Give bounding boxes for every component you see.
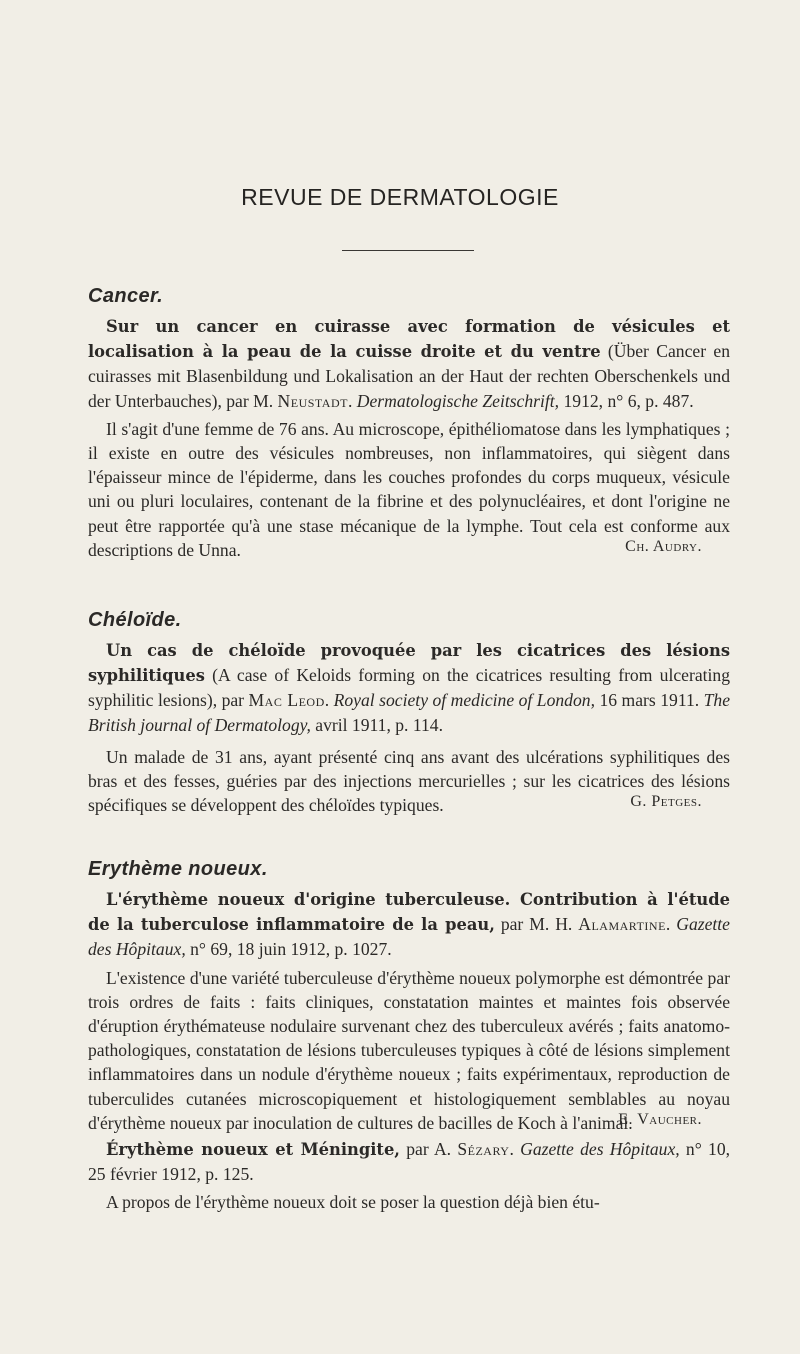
article-reference: L'érythème noueux d'origine tuberculeuse. Contribution à l'étude de la tuberculose inflammatoire de la peau, par M. H. Alamartine. Gazette des Hôpitaux, n° 69, 18 juin 1912, p. 1027.	[88, 890, 730, 960]
section-cheloide	[88, 606, 731, 816]
section-cancer	[88, 282, 730, 560]
journal-name: Gazette des Hôpitaux,	[88, 914, 730, 960]
article-title: Érythème noueux et Méningite,	[106, 1139, 400, 1159]
article-title: L'érythème noueux d'origine tuberculeuse. Contribution à l'étude de la tuberculose inflammatoire de la peau,	[88, 890, 730, 935]
author-name: Mac Leod	[248, 690, 325, 711]
journal-name: Royal society of medicine of London,	[333, 690, 595, 711]
section-heading: Cancer.	[88, 285, 164, 307]
reference-tail: 1912, n° 6, p. 487.	[559, 390, 694, 411]
journal-name: Dermatologische Zeitschrift,	[356, 390, 560, 411]
reference-text: par A.	[399, 1138, 458, 1159]
reference-text: (Über Cancer en cuirasses mit Blasenbildung und Lokalisation an der Haut der rechten Oberschenkels und der Unterbauches), par M.	[88, 341, 730, 411]
reference-mid: 16 mars 1911.	[594, 690, 704, 711]
reference-tail: avril 1911, p. 114.	[310, 714, 443, 735]
author-name: Neustadt	[277, 390, 348, 411]
article-body: L'existence d'une variété tuberculeuse d'érythème noueux polymorphe est démontrée par trois ordres de faits : faits cliniques, constatation maintes et maintes fois observée d'éruption érythémateuse nodulaire survenant chez des tuberculeux avérés ; faits anatomo-pathologiques, constatation de lésions tuberculeuses typiques à côté de lésions simplement inflammatoires dans un nodule d'érythème noueux ; faits expérimentaux, reproduction de tuberculides cutanées microscopiquement et histologiquement semblables au noyau d'érythème noueux par inoculation de cultures de bacilles de Koch à l'animal.	[88, 967, 730, 1133]
section-heading: Erythème noueux.	[88, 858, 268, 880]
article-reference: Sur un cancer en cuirasse avec formation de vésicules et localisation à la peau de la cuisse droite et du ventre (Über Cancer en cuirasses mit Blasenbildung und Lokalisation an der Haut der rechten Oberschenkels und der Unterbauches), par M. Neustadt. Dermatologische Zeitschrift, 1912, n° 6, p. 487.	[88, 317, 730, 411]
article-reference: Érythème noueux et Méningite, par A. Sézary. Gazette des Hôpitaux, n° 10, 25 février 1912, p. 125.	[88, 1138, 731, 1185]
article-title: Sur un cancer en cuirasse avec formation de vésicules et localisation à la peau de la cuisse droite et du ventre	[88, 317, 730, 362]
signature-text: G. Petges.	[630, 793, 702, 811]
page-title: REVUE DE DERMATOLOGIE	[241, 184, 559, 210]
article-body: Un malade de 31 ans, ayant présenté cinq ans avant des ulcérations syphilitiques des bras et des fesses, guéries par des injections mercurielles ; sur les cicatrices des lésions spécifiques se développent des chéloïdes typiques.	[88, 746, 730, 816]
article-reference: Un cas de chéloïde provoquée par les cicatrices des lésions syphilitiques (A case of Keloids forming on the cicatrices resulting from ulcerating syphilitic lesions), par Mac Leod. Royal society of medicine of London, 16 mars 1911. The British journal of Dermatology, avril 1911, p. 114.	[88, 641, 731, 735]
reference-text: (A case of Keloids forming on the cicatrices resulting from ulcerating syphilitic lesions), par	[88, 665, 730, 711]
reference-tail: n° 10, 25 février 1912, p. 125.	[88, 1138, 731, 1185]
journal-name: Gazette des Hôpitaux,	[520, 1138, 680, 1159]
reference-text: par M. H.	[494, 914, 579, 935]
section-erytheme-noueux	[88, 855, 730, 1214]
reference-tail: n° 69, 18 juin 1912, p. 1027.	[185, 939, 392, 960]
author-name: Alamartine	[578, 914, 666, 935]
author-name: Sézary	[457, 1138, 510, 1159]
section-heading: Chéloïde.	[88, 609, 182, 631]
article-body: A propos de l'érythème noueux doit se poser la question déjà bien étu-	[106, 1192, 600, 1213]
article-body: Il s'agit d'une femme de 76 ans. Au microscope, épithéliomatose dans les lymphatiques ; il existe en outre des vésicules nombreuses, non inflammatoires, qui siègent dans l'épaisseur mince de l'épiderme, dans les couches profondes du corps muqueux, vésicule uni ou pluri loculaires, contenant de la fibrine et des polynucléaires, et dont l'origine ne peut être rapportée qu'à une stase mécanique de la lymphe. Tout cela est conforme aux descriptions de Unna.	[88, 418, 730, 560]
signature-text: E. Vaucher.	[618, 1110, 702, 1128]
journal-name-2: The British journal of Dermatology,	[88, 690, 731, 735]
signature-text: Ch. Audry.	[625, 537, 702, 555]
article-title: Un cas de chéloïde provoquée par les cicatrices des lésions syphilitiques	[88, 641, 730, 686]
title-divider	[342, 250, 474, 251]
